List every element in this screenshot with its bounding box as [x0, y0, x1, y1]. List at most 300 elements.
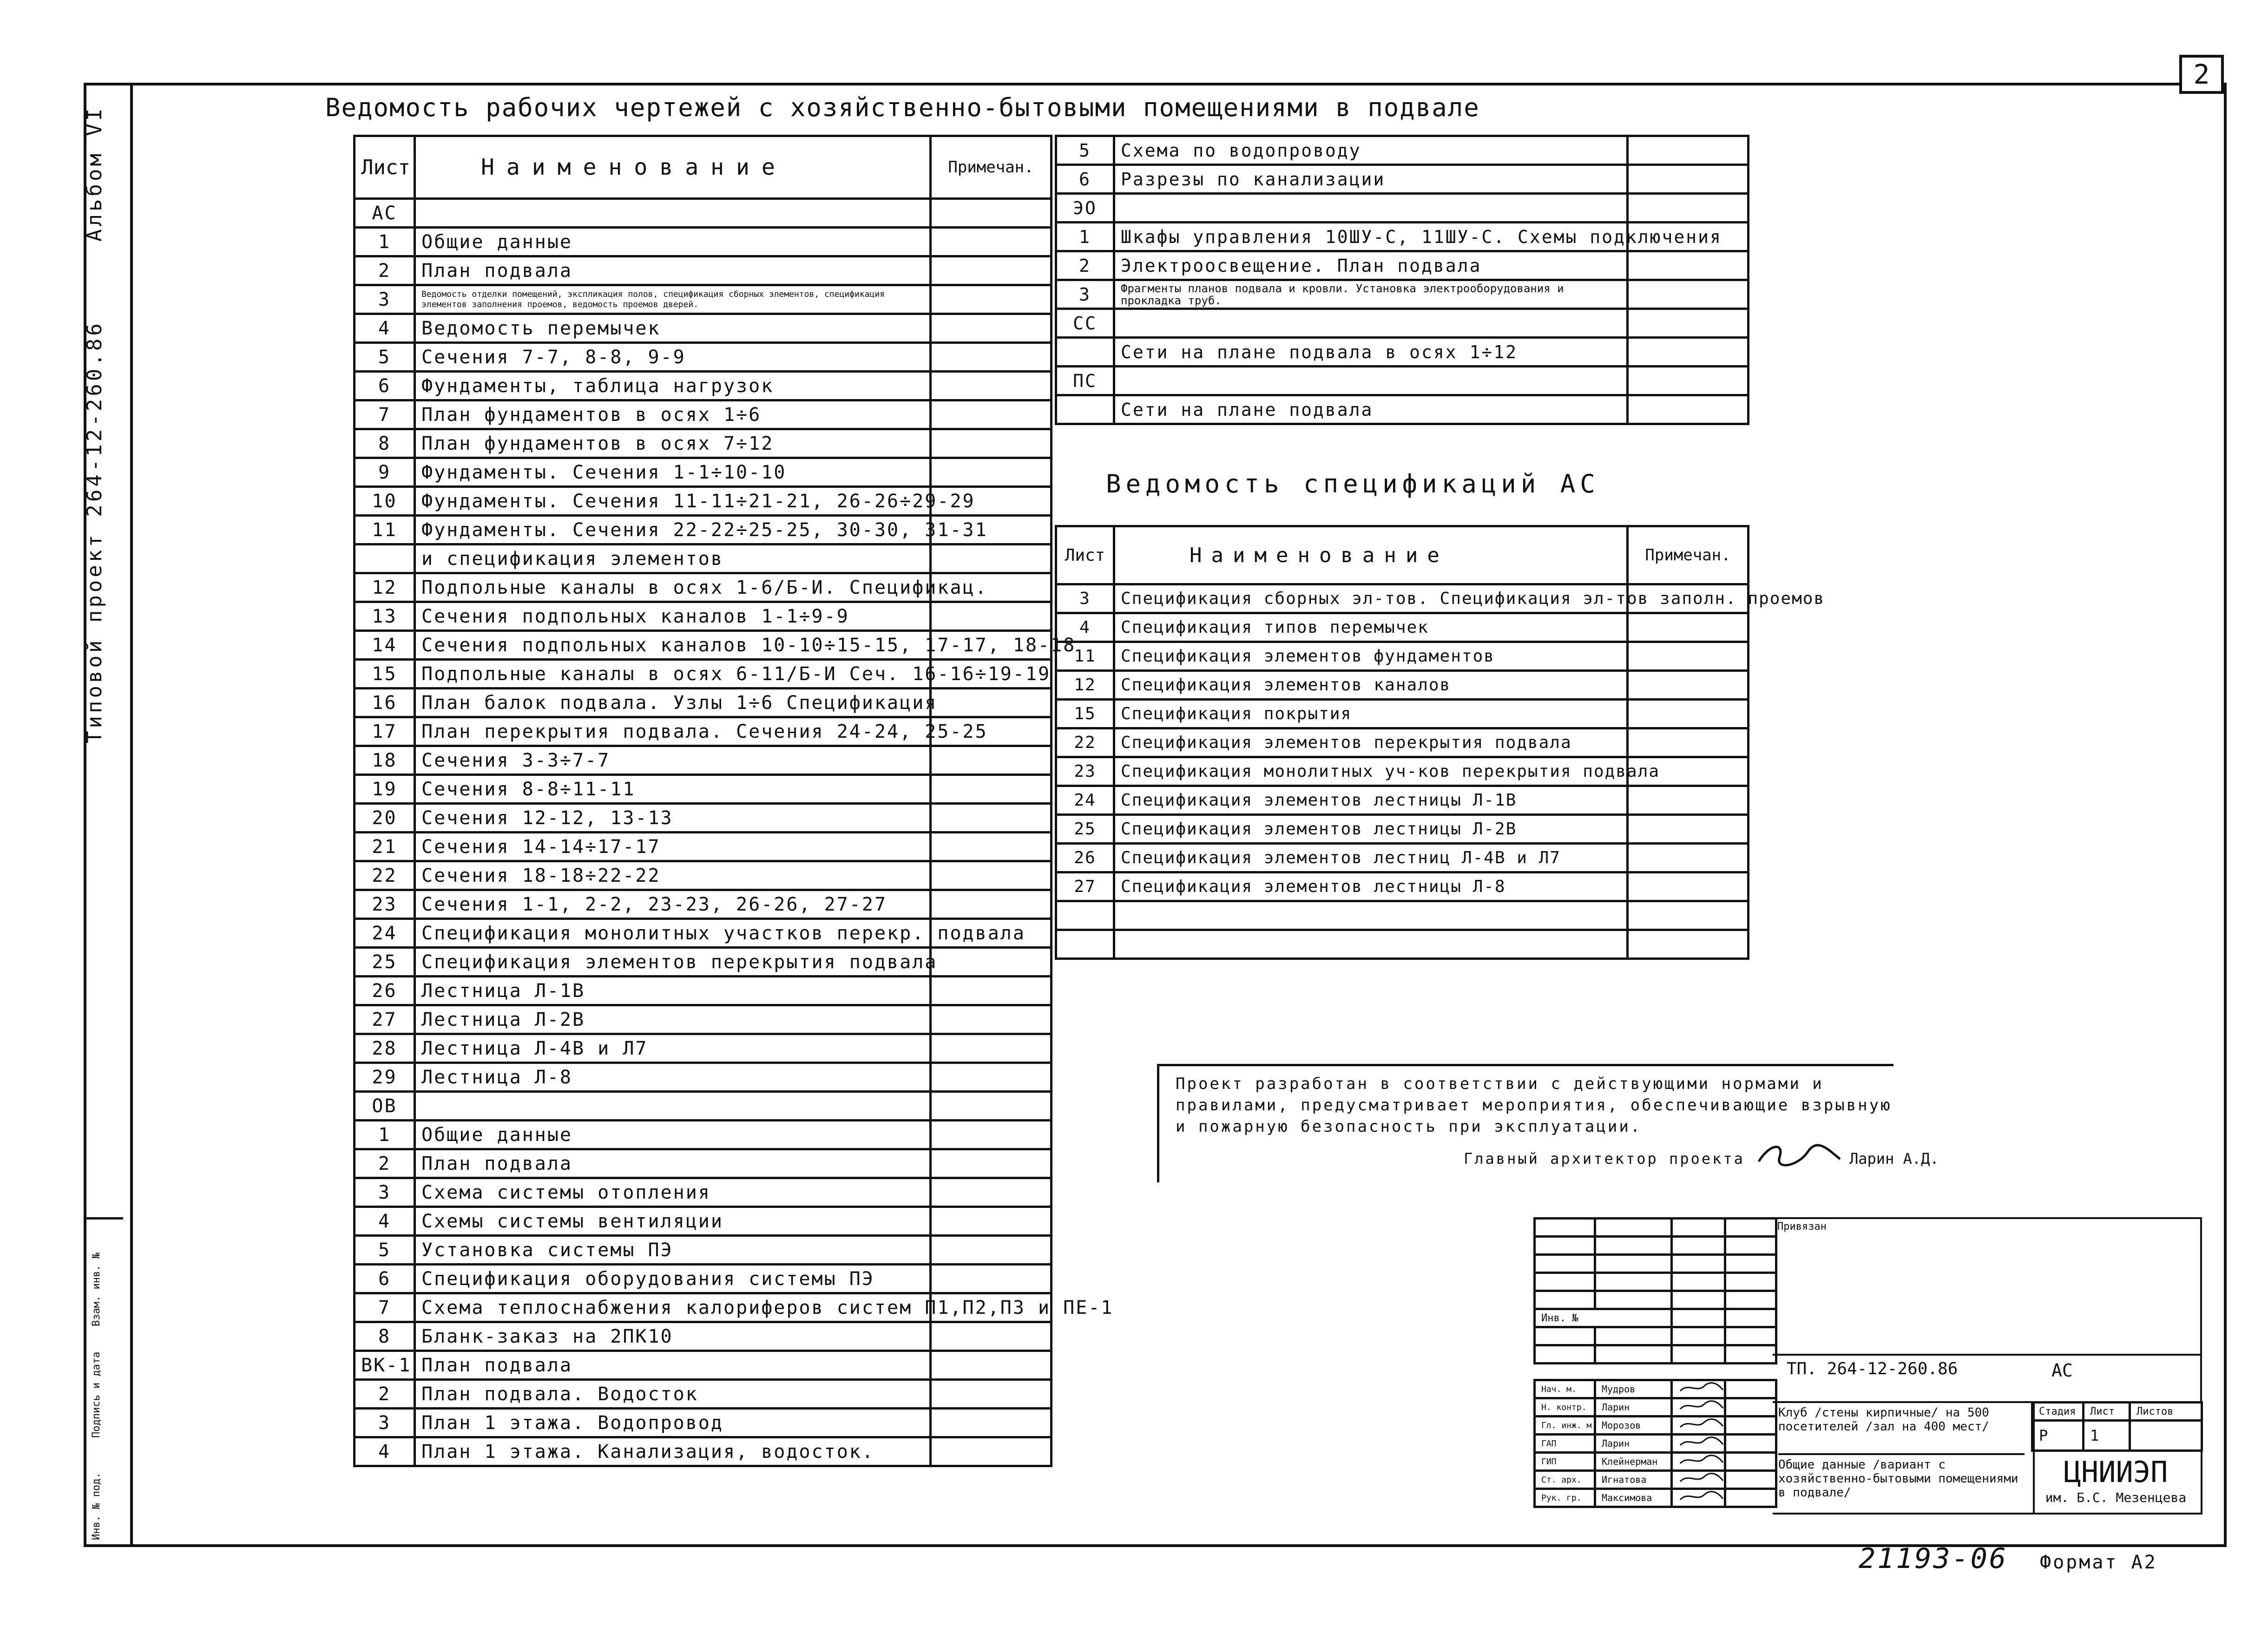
sheets-label: Листов — [2130, 1403, 2202, 1421]
sheet-number-cell: 3 — [1056, 280, 1114, 309]
table-row — [355, 516, 1052, 544]
sheet-number-cell: 15 — [355, 660, 415, 689]
table-row — [355, 746, 1052, 775]
signer-name: Ларин — [1595, 1435, 1672, 1453]
sheet-name-cell: Лестница Л-2В — [415, 1005, 931, 1034]
sheet-number-cell: 5 — [355, 1236, 415, 1265]
signer-row — [1535, 1471, 1776, 1489]
sheet-name-cell: Спецификация сборных эл-тов. Спецификация эл-тов заполн. проемов — [1114, 584, 1628, 613]
sheet-number-cell — [355, 544, 415, 573]
table-row — [355, 372, 1052, 400]
sheet-number-cell — [1056, 901, 1114, 930]
table-row — [355, 458, 1052, 487]
description-area — [1773, 1401, 2035, 1515]
signer-name: Ларин — [1595, 1398, 1672, 1416]
note-cell — [931, 1207, 1052, 1236]
table-row — [355, 199, 1052, 228]
sheet-number-cell: 8 — [355, 1322, 415, 1351]
sheet-number-cell: 4 — [355, 314, 415, 343]
stamp-label-1: Инв. № под. — [91, 1472, 102, 1540]
sheet-number-cell: 1 — [355, 228, 415, 256]
sheet-name-cell — [1114, 309, 1628, 338]
format-label: Формат А2 — [2040, 1552, 2157, 1573]
table-row — [355, 1293, 1052, 1322]
sheet-name-cell: Фундаменты. Сечения 22-22÷25-25, 30-30, 31-31 — [415, 516, 931, 544]
sheet-number-cell: 6 — [1056, 165, 1114, 194]
signer-row — [1535, 1435, 1776, 1453]
sheet-number-cell: 12 — [1056, 671, 1114, 700]
sheet-number-cell: 29 — [355, 1063, 415, 1092]
table-row — [1056, 642, 1749, 671]
stage-label: Стадия — [2032, 1403, 2084, 1421]
sheet-name-cell: План подвала — [415, 256, 931, 285]
sheet-name-cell: Спецификация элементов каналов — [1114, 671, 1628, 700]
table-row — [355, 429, 1052, 458]
signer-name: Морозов — [1595, 1416, 1672, 1435]
table-row — [1056, 194, 1749, 223]
people-grid — [1533, 1379, 1777, 1508]
table-row — [1056, 815, 1749, 844]
sheet-number-cell: АС — [355, 199, 415, 228]
table-row — [1056, 613, 1749, 642]
sheet-name-cell: План 1 этажа. Водопровод — [415, 1409, 931, 1437]
stage-value-row — [2032, 1421, 2202, 1451]
sheet-name-cell — [415, 1092, 931, 1121]
archive-number: 21193-06 — [1859, 1542, 2008, 1575]
table-row — [355, 631, 1052, 660]
table-row — [355, 1380, 1052, 1409]
note-line-3: и пожарную безопасность при эксплуатации. — [1176, 1117, 1642, 1136]
sheet-name-cell — [1114, 367, 1628, 395]
note-cell — [931, 1092, 1052, 1121]
sheet-number-cell — [1056, 338, 1114, 367]
sheet-number-cell: 3 — [355, 1409, 415, 1437]
sheet-name-cell: Сечения подпольных каналов 10-10÷15-15, 17-17, 18-18 — [415, 631, 931, 660]
note-cell — [931, 804, 1052, 833]
note-cell — [931, 1063, 1052, 1092]
sheet-name-cell: Ведомость отделки помещений, экспликация полов, спецификация сборных элементов, спецификация элементов заполнения проемов, ведомость проемов дверей. — [415, 285, 931, 314]
attached-area — [1773, 1217, 2202, 1356]
sheet-number-cell: 23 — [1056, 757, 1114, 786]
table-row — [355, 804, 1052, 833]
sheet-number-cell: 7 — [355, 1293, 415, 1322]
signer-role: Рук. гр. — [1535, 1489, 1595, 1507]
table-row — [355, 314, 1052, 343]
sheet-name-cell — [415, 199, 931, 228]
note-cell — [931, 228, 1052, 256]
note-cell — [931, 689, 1052, 717]
note-cell — [931, 1178, 1052, 1207]
note-cell — [931, 256, 1052, 285]
sheet-number-cell — [1056, 930, 1114, 959]
table-row — [355, 285, 1052, 314]
signer-row — [1535, 1489, 1776, 1507]
signer-role: Н. контр. — [1535, 1398, 1595, 1416]
signer-name: Мудров — [1595, 1380, 1672, 1398]
table-row — [355, 1265, 1052, 1293]
note-cell — [931, 429, 1052, 458]
sheet-number-cell: 2 — [355, 1149, 415, 1178]
sheet-number: 2 — [2193, 59, 2210, 90]
note-cell — [931, 1437, 1052, 1466]
signer-role: Ст. арх. — [1535, 1471, 1595, 1489]
table-row — [355, 256, 1052, 285]
sheet-name-cell — [1114, 194, 1628, 223]
table-row — [355, 1121, 1052, 1149]
table-row — [1056, 671, 1749, 700]
table-row — [355, 400, 1052, 429]
org-area — [2031, 1452, 2202, 1515]
note-line-2: правилами, предусматривает мероприятия, обеспечивающие взрывную — [1176, 1096, 1892, 1115]
note-cell — [1628, 613, 1749, 642]
note-cell — [931, 372, 1052, 400]
sheet-name-cell: Бланк-заказ на 2ПК10 — [415, 1322, 931, 1351]
note-cell — [931, 1121, 1052, 1149]
sheet-number-cell: 18 — [355, 746, 415, 775]
tb-row — [1535, 1237, 1776, 1255]
sheet-name-cell: Сечения 1-1, 2-2, 23-23, 26-26, 27-27 — [415, 890, 931, 919]
sheet-label: Лист — [2084, 1403, 2130, 1421]
signer-name: Клейнерман — [1595, 1453, 1672, 1471]
sheet-number-cell: 7 — [355, 400, 415, 429]
org-sub: им. Б.С. Мезенцева — [2045, 1490, 2187, 1505]
section-code: АС — [2051, 1360, 2073, 1381]
note-cell — [1628, 901, 1749, 930]
note-cell — [931, 314, 1052, 343]
table-row — [1056, 786, 1749, 815]
note-cell — [931, 746, 1052, 775]
sheet-number-cell: 24 — [355, 919, 415, 948]
sheet-number-cell: СС — [1056, 309, 1114, 338]
sheet-name-cell: Фундаменты. Сечения 1-1÷10-10 — [415, 458, 931, 487]
table-row — [355, 717, 1052, 746]
signer-row — [1535, 1453, 1776, 1471]
table-row — [1056, 930, 1749, 959]
sheet-number-cell: 16 — [355, 689, 415, 717]
sheet-number-cell: 9 — [355, 458, 415, 487]
table-row — [355, 573, 1052, 602]
table-row — [355, 487, 1052, 516]
sheet-number-cell: 11 — [355, 516, 415, 544]
signer-signature — [1672, 1398, 1725, 1416]
note-cell — [1628, 309, 1749, 338]
sheet-number-cell: 2 — [355, 256, 415, 285]
note-cell — [1628, 872, 1749, 901]
sheet-number-cell: 27 — [355, 1005, 415, 1034]
sheet-name-cell: Спецификация оборудования системы ПЭ — [415, 1265, 931, 1293]
table-row — [355, 1034, 1052, 1063]
note-cell — [931, 1034, 1052, 1063]
sheet-name-cell: Лестница Л-8 — [415, 1063, 931, 1092]
doc-code: ТП. 264-12-260.86 — [1787, 1359, 1958, 1378]
table-row — [355, 1207, 1052, 1236]
sheet-name-cell: Спецификация типов перемычек — [1114, 613, 1628, 642]
sheet-name-cell: Установка системы ПЭ — [415, 1236, 931, 1265]
doc-code-area — [1773, 1350, 2202, 1403]
stamp-label-3: Взам. инв. № — [91, 1253, 102, 1326]
sheet-number-cell: ПС — [1056, 367, 1114, 395]
sheet-name-cell: Сечения 8-8÷11-11 — [415, 775, 931, 804]
sheet-name-cell: План подвала — [415, 1351, 931, 1380]
sheet-number-cell: 15 — [1056, 700, 1114, 728]
note-cell — [1628, 728, 1749, 757]
note-cell — [931, 285, 1052, 314]
main-table-header — [355, 136, 1052, 199]
note-cell — [931, 1322, 1052, 1351]
spec-header-note: Примечан. — [1628, 526, 1749, 584]
note-line-1: Проект разработан в соответствии с действующими нормами и — [1176, 1075, 1824, 1093]
note-cell — [1628, 280, 1749, 309]
sheet-name-cell: Шкафы управления 10ШУ-С, 11ШУ-С. Схемы подключения — [1114, 223, 1628, 251]
table-row — [355, 977, 1052, 1005]
sheet-name-cell: План 1 этажа. Канализация, водосток. — [415, 1437, 931, 1466]
table-row — [1056, 338, 1749, 367]
col-header-sheet: Лист — [355, 136, 415, 199]
signer-role: Нач. м. — [1535, 1380, 1595, 1398]
right-drawings-table — [1055, 135, 1749, 425]
title-block — [1533, 1217, 2202, 1542]
stage-header-row — [2032, 1403, 2202, 1421]
note-cell — [1628, 786, 1749, 815]
sheet-number-cell: ОВ — [355, 1092, 415, 1121]
sheet-name-cell: Схемы системы вентиляции — [415, 1207, 931, 1236]
stage-value: Р — [2032, 1421, 2084, 1451]
table-row — [355, 1149, 1052, 1178]
note-cell — [931, 400, 1052, 429]
sheet-name-cell: Подпольные каналы в осях 6-11/Б-И Сеч. 16-16÷19-19 — [415, 660, 931, 689]
note-cell — [931, 544, 1052, 573]
tb-row — [1535, 1255, 1776, 1273]
table-row — [1056, 901, 1749, 930]
sheet-number-cell: 2 — [355, 1380, 415, 1409]
table-row — [355, 602, 1052, 631]
sheet-name-cell: Общие данные — [415, 228, 931, 256]
note-cell — [931, 1149, 1052, 1178]
table-row — [355, 343, 1052, 372]
table-row — [1056, 395, 1749, 424]
tb-row — [1535, 1291, 1776, 1309]
note-cell — [1628, 367, 1749, 395]
sheet-number-cell: 1 — [1056, 223, 1114, 251]
spec-table-header — [1056, 526, 1749, 584]
tb-row — [1535, 1219, 1776, 1237]
sheet-number-cell: 26 — [355, 977, 415, 1005]
sheet-name-cell: Спецификация монолитных участков перекр. подвала — [415, 919, 931, 948]
table-row — [355, 689, 1052, 717]
sheet-number-cell: 4 — [1056, 613, 1114, 642]
signer-row — [1535, 1416, 1776, 1435]
sheet-value: 1 — [2084, 1421, 2130, 1451]
spec-header-sheet: Лист — [1056, 526, 1114, 584]
note-cell — [1628, 844, 1749, 872]
signer-date — [1725, 1380, 1776, 1398]
sheet-name-cell: Спецификация элементов фундаментов — [1114, 642, 1628, 671]
sheet-name-cell: Сети на плане подвала в осях 1÷12 — [1114, 338, 1628, 367]
sheet-number-cell: ЭО — [1056, 194, 1114, 223]
sheet-name-cell — [1114, 901, 1628, 930]
table-row — [355, 861, 1052, 890]
signer-row — [1535, 1380, 1776, 1398]
sheet-name-cell: Сети на плане подвала — [1114, 395, 1628, 424]
note-cell — [931, 199, 1052, 228]
signer-date — [1725, 1471, 1776, 1489]
table-row — [355, 660, 1052, 689]
sheet-name-cell: План подвала. Водосток — [415, 1380, 931, 1409]
table-row — [1056, 844, 1749, 872]
signer-signature — [1672, 1380, 1725, 1398]
sheet-number-cell: 12 — [355, 573, 415, 602]
sheet-name-cell: Сечения 12-12, 13-13 — [415, 804, 931, 833]
table-row — [355, 1351, 1052, 1380]
note-cell — [931, 861, 1052, 890]
sheet-number-cell: 8 — [355, 429, 415, 458]
sheet-number-cell: 25 — [355, 948, 415, 977]
note-cell — [931, 1265, 1052, 1293]
note-cell — [1628, 642, 1749, 671]
note-cell — [1628, 165, 1749, 194]
signer-name: Игнатова — [1595, 1471, 1672, 1489]
signer-row — [1535, 1398, 1776, 1416]
note-cell — [1628, 251, 1749, 280]
sheet-number-cell: 1 — [355, 1121, 415, 1149]
sheet-number-cell: ВК-1 — [355, 1351, 415, 1380]
sheet-number-cell: 4 — [355, 1207, 415, 1236]
note-cell — [1628, 930, 1749, 959]
note-cell — [931, 775, 1052, 804]
sheet-name-cell: Разрезы по канализации — [1114, 165, 1628, 194]
table-row — [1056, 757, 1749, 786]
sheet-name-cell — [1114, 930, 1628, 959]
col-header-note: Примечан. — [931, 136, 1052, 199]
sheet-name-cell: План подвала — [415, 1149, 931, 1178]
signer-date — [1725, 1453, 1776, 1471]
sheet-name-cell: Сечения подпольных каналов 1-1÷9-9 — [415, 602, 931, 631]
table-row — [355, 775, 1052, 804]
tb-row — [1535, 1327, 1776, 1345]
table-row — [355, 948, 1052, 977]
signer-date — [1725, 1416, 1776, 1435]
sheet-number-cell: 5 — [1056, 136, 1114, 165]
signer-signature — [1672, 1453, 1725, 1471]
note-cell — [931, 1380, 1052, 1409]
signer-role: Гл. инж. м. — [1535, 1416, 1595, 1435]
sheet-name-cell: Лестница Л-4В и Л7 — [415, 1034, 931, 1063]
sheet-number-cell: 3 — [355, 1178, 415, 1207]
sheet-name-cell: Фундаменты. Сечения 11-11÷21-21, 26-26÷29-29 — [415, 487, 931, 516]
sheet-name-cell: Фрагменты планов подвала и кровли. Установка электрооборудования и прокладка труб. — [1114, 280, 1628, 309]
note-cell — [1628, 700, 1749, 728]
signer-signature — [1672, 1489, 1725, 1507]
table-row — [355, 1437, 1052, 1466]
sheet-number-cell: 25 — [1056, 815, 1114, 844]
signer-name: Максимова — [1595, 1489, 1672, 1507]
sheet-number-cell: 19 — [355, 775, 415, 804]
note-cell — [931, 1236, 1052, 1265]
sheet-number-cell: 6 — [355, 1265, 415, 1293]
table-row — [355, 1092, 1052, 1121]
sheet-number-cell: 14 — [355, 631, 415, 660]
side-stamp — [84, 1217, 123, 1547]
table-row — [355, 544, 1052, 573]
table-row — [1056, 251, 1749, 280]
signer-signature — [1672, 1416, 1725, 1435]
table-row — [355, 1409, 1052, 1437]
attached-label: Привязан — [1777, 1221, 1827, 1233]
sheet-number-cell: 17 — [355, 717, 415, 746]
sheet-name-cell: Электроосвещение. План подвала — [1114, 251, 1628, 280]
note-cell — [1628, 815, 1749, 844]
table-row — [1056, 280, 1749, 309]
sheet-name-cell: Сечения 18-18÷22-22 — [415, 861, 931, 890]
sheet-number-cell: 20 — [355, 804, 415, 833]
sheet-number-cell: 27 — [1056, 872, 1114, 901]
sheet-name-cell: Сечения 14-14÷17-17 — [415, 833, 931, 861]
note-cell — [931, 343, 1052, 372]
col-header-name: Наименование — [415, 136, 931, 199]
sheet-number-cell: 26 — [1056, 844, 1114, 872]
signer-signature — [1672, 1435, 1725, 1453]
sheet-name-cell: Спецификация элементов лестницы Л-1В — [1114, 786, 1628, 815]
note-cell — [1628, 671, 1749, 700]
sheet-name-cell: Спецификация элементов перекрытия подвала — [415, 948, 931, 977]
sheet-name-cell: План перекрытия подвала. Сечения 24-24, 25-25 — [415, 717, 931, 746]
table-row — [1056, 872, 1749, 901]
title-block-top-grid — [1533, 1217, 1777, 1364]
signer-signature — [1672, 1471, 1725, 1489]
signer-date — [1725, 1435, 1776, 1453]
spec-table — [1055, 525, 1825, 960]
sheet-number-cell: 24 — [1056, 786, 1114, 815]
note-cell — [931, 977, 1052, 1005]
description-1: Клуб /стены кирпичные/ на 500 посетителей /зал на 400 мест/ — [1778, 1406, 1989, 1434]
tb-row — [1535, 1345, 1776, 1364]
sheet-name-cell: План балок подвала. Узлы 1÷6 Спецификация — [415, 689, 931, 717]
note-text — [1176, 1073, 1892, 1137]
sheet-number-cell: 3 — [1056, 584, 1114, 613]
sheet-number-cell — [1056, 395, 1114, 424]
sheet-number-cell: 11 — [1056, 642, 1114, 671]
signer-role: ГИП — [1535, 1453, 1595, 1471]
table-row — [355, 833, 1052, 861]
sheet-name-cell: Схема системы отопления — [415, 1178, 931, 1207]
note-signature-name: Ларин А.Д. — [1849, 1150, 1939, 1167]
sheet-number-cell: 5 — [355, 343, 415, 372]
org-name: ЦНИИЭП — [2064, 1455, 2168, 1489]
sheet-name-cell: Спецификация элементов лестниц Л-4В и Л7 — [1114, 844, 1628, 872]
sheet-name-cell: Подпольные каналы в осях 1-6/Б-И. Спецификац. — [415, 573, 931, 602]
sheet-number-cell: 23 — [355, 890, 415, 919]
signer-date — [1725, 1489, 1776, 1507]
table-row — [355, 228, 1052, 256]
sheet-number-cell: 4 — [355, 1437, 415, 1466]
table-row — [1056, 700, 1749, 728]
table-row — [355, 1005, 1052, 1034]
table-row — [1056, 165, 1749, 194]
note-cell — [931, 890, 1052, 919]
sheet-number-cell: 28 — [355, 1034, 415, 1063]
sheet-name-cell: План фундаментов в осях 1÷6 — [415, 400, 931, 429]
table-row — [1056, 223, 1749, 251]
album-label: Альбом VI — [83, 105, 106, 242]
table-row — [1056, 309, 1749, 338]
project-label: Типовой проект 264-12-260.86 — [83, 321, 106, 743]
sheet-name-cell: Схема по водопроводу — [1114, 136, 1628, 165]
table-row — [1056, 136, 1749, 165]
sheet-number-box — [2179, 55, 2224, 94]
sheet-number-cell: 21 — [355, 833, 415, 861]
table-row — [355, 1063, 1052, 1092]
note-signature — [1756, 1138, 1845, 1171]
